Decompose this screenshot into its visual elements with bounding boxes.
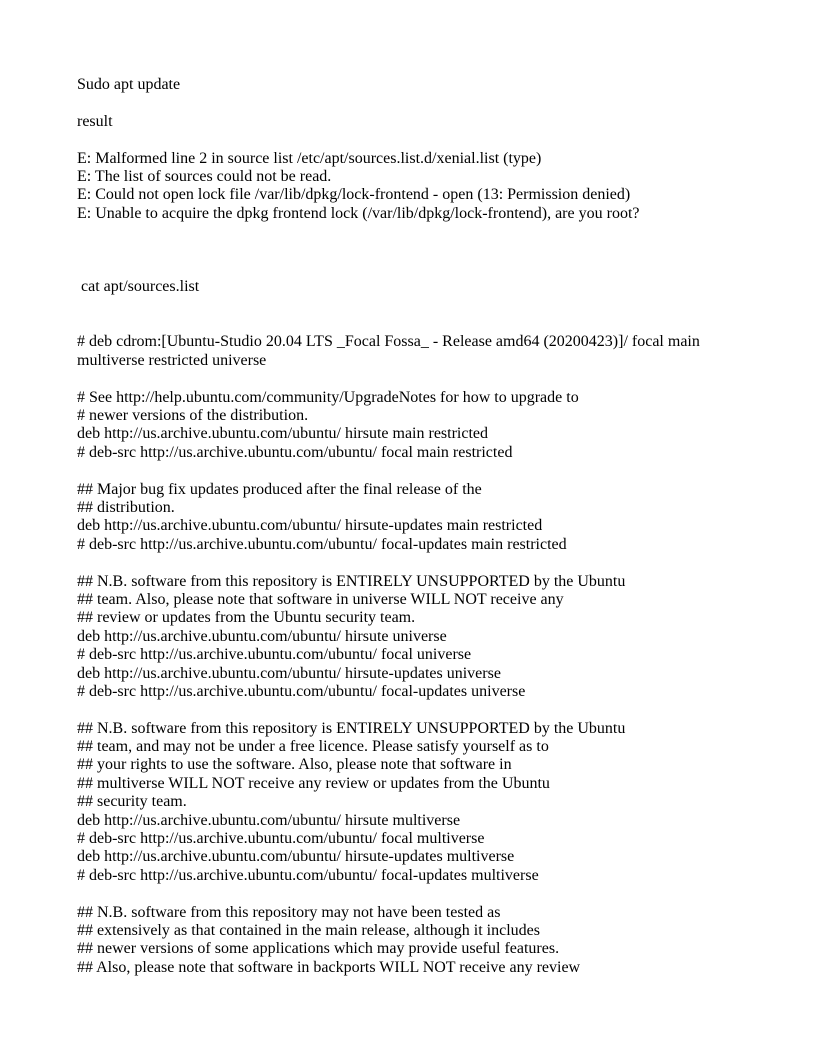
error-line: E: Malformed line 2 in source list /etc/apt/sources.list.d/xenial.list (type) xyxy=(77,149,542,167)
source-line: ## security team. xyxy=(77,793,187,811)
command-text: Sudo apt update xyxy=(77,76,181,93)
source-line: ## extensively as that contained in the main release, although it includes xyxy=(77,921,540,939)
source-line: ## your rights to use the software. Also, please note that software in xyxy=(77,756,512,774)
source-line: multiverse restricted universe xyxy=(77,351,267,369)
result-label: result xyxy=(77,112,113,130)
spacer xyxy=(77,242,797,260)
error-line: E: Could not open lock file /var/lib/dpkg/lock-frontend - open (13: Permission denied) xyxy=(77,186,631,204)
source-line: deb http://us.archive.ubuntu.com/ubuntu/ hirsute-updates universe xyxy=(77,664,501,682)
source-line: # deb-src http://us.archive.ubuntu.com/ubuntu/ focal-updates universe xyxy=(77,682,526,700)
source-line: # deb-src http://us.archive.ubuntu.com/ubuntu/ focal-updates multiverse xyxy=(77,866,539,884)
updates-block xyxy=(77,481,797,555)
spacer xyxy=(77,131,797,149)
source-line: ## team. Also, please note that software in universe WILL NOT receive any xyxy=(77,590,564,608)
source-line: # deb-src http://us.archive.ubuntu.com/ubuntu/ focal universe xyxy=(77,646,472,664)
multiverse-block xyxy=(77,720,797,886)
source-line: # newer versions of the distribution. xyxy=(77,407,309,425)
source-line: # See http://help.ubuntu.com/community/UpgradeNotes for how to upgrade to xyxy=(77,388,579,406)
spacer xyxy=(77,94,797,112)
source-line: # deb-src http://us.archive.ubuntu.com/ubuntu/ focal main restricted xyxy=(77,443,513,461)
source-line: ## review or updates from the Ubuntu security team. xyxy=(77,609,416,627)
error-line: E: Unable to acquire the dpkg frontend lock (/var/lib/dpkg/lock-frontend), are you root? xyxy=(77,204,640,222)
error-block xyxy=(77,150,797,224)
source-line: # deb-src http://us.archive.ubuntu.com/ubuntu/ focal multiverse xyxy=(77,830,485,848)
source-line: ## Also, please note that software in backports WILL NOT receive any review xyxy=(77,958,581,976)
backports-block xyxy=(77,904,797,978)
spacer xyxy=(77,370,797,388)
source-line: # deb cdrom:[Ubuntu-Studio 20.04 LTS _Focal Fossa_ - Release amd64 (20200423)]/ focal main xyxy=(77,333,700,351)
spacer xyxy=(77,260,797,278)
source-line: ## multiverse WILL NOT receive any review or updates from the Ubuntu xyxy=(77,774,550,792)
source-line: deb http://us.archive.ubuntu.com/ubuntu/ hirsute-updates multiverse xyxy=(77,848,515,866)
source-line: ## team, and may not be under a free licence. Please satisfy yourself as to xyxy=(77,738,549,756)
source-line: deb http://us.archive.ubuntu.com/ubuntu/ hirsute universe xyxy=(77,627,447,645)
source-line: ## N.B. software from this repository is ENTIRELY UNSUPPORTED by the Ubuntu xyxy=(77,719,626,737)
cdrom-block xyxy=(77,333,797,370)
spacer xyxy=(77,554,797,572)
source-line: ## newer versions of some applications which may provide useful features. xyxy=(77,940,560,958)
source-line: ## distribution. xyxy=(77,498,175,516)
document-page xyxy=(77,76,797,977)
source-line: ## N.B. software from this repository is ENTIRELY UNSUPPORTED by the Ubuntu xyxy=(77,572,626,590)
main-block xyxy=(77,389,797,463)
source-line: ## N.B. software from this repository may not have been tested as xyxy=(77,903,501,921)
spacer xyxy=(77,223,797,241)
cat-command-text: cat apt/sources.list xyxy=(81,278,200,296)
spacer xyxy=(77,462,797,480)
universe-block xyxy=(77,573,797,702)
source-line: # deb-src http://us.archive.ubuntu.com/ubuntu/ focal-updates main restricted xyxy=(77,535,567,553)
spacer xyxy=(77,315,797,333)
spacer xyxy=(77,701,797,719)
spacer xyxy=(77,885,797,903)
source-line: deb http://us.archive.ubuntu.com/ubuntu/ hirsute main restricted xyxy=(77,425,489,443)
error-line: E: The list of sources could not be read. xyxy=(77,167,332,185)
source-line: ## Major bug fix updates produced after the final release of the xyxy=(77,480,482,498)
source-line: deb http://us.archive.ubuntu.com/ubuntu/ hirsute-updates main restricted xyxy=(77,517,543,535)
source-line: deb http://us.archive.ubuntu.com/ubuntu/ hirsute multiverse xyxy=(77,811,461,829)
spacer xyxy=(77,297,797,315)
